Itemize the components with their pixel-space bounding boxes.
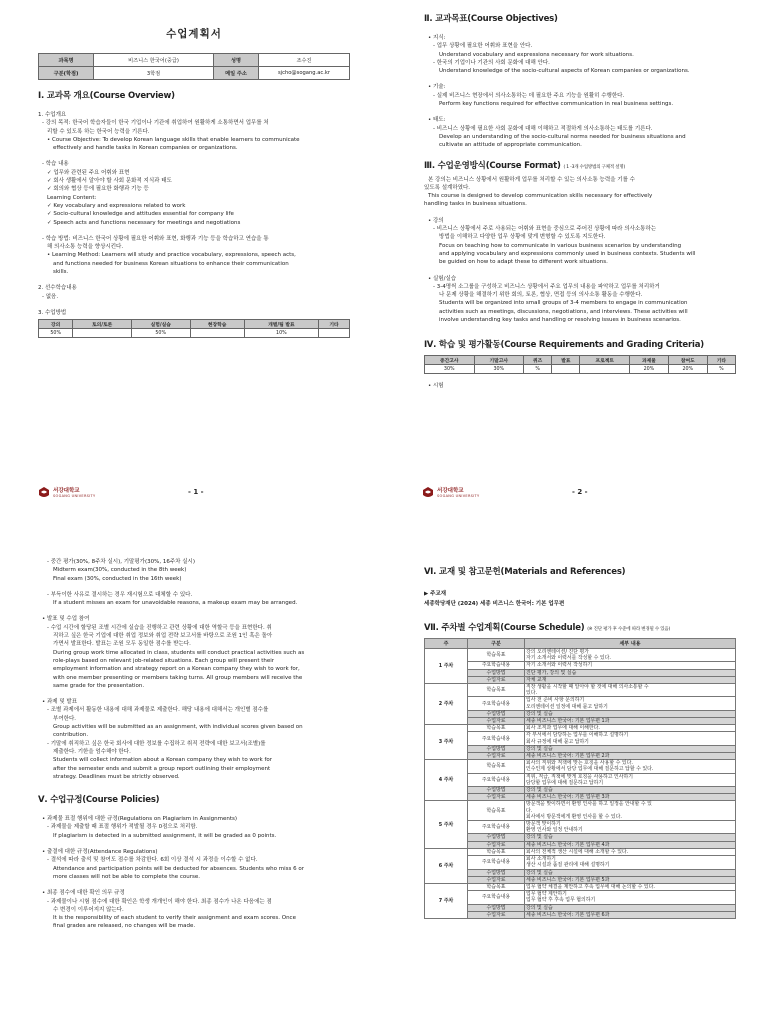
page-1 xyxy=(0,0,384,512)
text-line: Final exam (30%, conducted in the 16th week) xyxy=(53,575,182,582)
logo-english: SOGANG UNIVERSITY xyxy=(53,494,96,498)
text-line: - 학습 내용 xyxy=(42,161,69,168)
textbook-label: ▶ 주교재 xyxy=(424,591,447,597)
text-line: after the semester ends and submit a group report outlining their employment xyxy=(53,765,271,772)
grade-header: 중간고사 xyxy=(425,356,475,365)
schedule-row xyxy=(425,649,736,662)
text-line: and functions needed for business Korean situations to enhance their communication xyxy=(53,260,289,267)
text-line: cultivate an attitude of appropriate communication. xyxy=(439,142,582,149)
text-line: - 수업 시간에 할당된 조별 시간에 실습을 진행하고 관련 상황에 대한 역할극 등을 표현한다. 취 xyxy=(47,624,272,631)
course-label: 과목명 xyxy=(39,54,94,67)
section-7-note: (※ 진단 평가 후 수준에 따라 변경될 수 있음) xyxy=(587,627,671,632)
row-category: 수업방법 xyxy=(468,669,525,676)
section-4-title: Ⅳ. 학습 및 평가활동(Course Requirements and Grading Criteria) xyxy=(424,340,704,351)
grade-value: 20% xyxy=(629,365,668,374)
schedule-row xyxy=(425,821,736,834)
schedule-row xyxy=(425,676,736,683)
logo-english: SOGANG UNIVERSITY xyxy=(437,494,480,498)
row-content: 강의 및 실습 xyxy=(525,745,736,752)
section-2-title: Ⅱ. 교과목표(Course Objectives) xyxy=(424,14,558,24)
text-line: ✓ Speech acts and functions necessary for meetings and negotiations xyxy=(47,219,241,226)
text-line: If a student misses an exam for unavoidable reasons, a makeup exam may be arranged. xyxy=(53,600,298,607)
grade-value xyxy=(580,365,630,374)
row-category: 수업방법 xyxy=(468,710,525,717)
text-line: activities such as meetings, discussions, negotiations, and interviews. These activities will xyxy=(439,308,688,315)
page-number: - 2 - xyxy=(572,488,588,496)
week-label: 3 주차 xyxy=(425,725,468,760)
row-content: 진단 평가, 강의 및 실습 xyxy=(525,669,736,676)
row-category: 수업자료 xyxy=(468,676,525,683)
text-line: ✓ 업무와 관련된 주요 어휘와 표현 xyxy=(47,169,130,176)
grade-value: 30% xyxy=(425,365,475,374)
schedule-row xyxy=(425,710,736,717)
row-category: 주요학습내용 xyxy=(468,856,525,869)
row-category: 학습목표 xyxy=(468,801,525,821)
schedule-row xyxy=(425,684,736,697)
week-label: 5 주차 xyxy=(425,801,468,848)
text-line: 1. 수업개요 xyxy=(38,112,67,118)
sogang-emblem-icon xyxy=(422,486,434,500)
text-line: final grades are released, no changes will be made. xyxy=(53,923,196,930)
schedule-row xyxy=(425,794,736,801)
text-line: Attendance and participation points will be deducted for absences. Students who miss 6 or xyxy=(53,865,304,872)
text-line: employment information and strategy report on a Korean company they wish to work for, xyxy=(53,666,300,673)
grade-value: % xyxy=(524,365,552,374)
text-line: handling tasks in business situations. xyxy=(424,201,527,208)
week-label: 7 주차 xyxy=(425,883,468,918)
text-line: - 조별 과제에서 활동한 내용에 대해 과제물로 제출한다. 해당 내용에 대해서는 개인별 점수를 xyxy=(47,707,269,714)
university-logo xyxy=(422,486,479,500)
text-line: • 태도: xyxy=(428,117,446,124)
grade-value: 20% xyxy=(668,365,707,374)
schedule-row xyxy=(425,841,736,848)
row-content: 세종 비즈니스 한국어: 기본 업무편 2과 xyxy=(525,753,736,760)
text-line: Students will collect information about a Korean company they wish to work for xyxy=(53,757,273,764)
document-title: 수업계획서 xyxy=(166,28,222,40)
grade-value xyxy=(552,365,580,374)
text-line: ✓ Key vocabulary and expressions related to work xyxy=(47,202,186,209)
schedule-header: 세부 내용 xyxy=(525,639,736,649)
grade-value: 30% xyxy=(474,365,524,374)
schedule-row xyxy=(425,834,736,841)
row-category: 수업자료 xyxy=(468,911,525,918)
schedule-row xyxy=(425,856,736,869)
row-category: 수업방법 xyxy=(468,834,525,841)
text-line: This course is designed to develop communication skills necessary for effectively xyxy=(428,193,653,200)
text-line: contribution. xyxy=(53,732,89,739)
row-content: 강의 및 실습 xyxy=(525,904,736,911)
row-content: 회사의 전체적 생산 시설에 대해 소개할 수 있다. xyxy=(525,848,736,855)
university-logo xyxy=(38,486,95,500)
text-line: • 강의 xyxy=(428,217,444,224)
text-line: If plagiarism is detected in a submitted assignment, it will be graded as 0 points. xyxy=(53,832,277,839)
grade-header: 퀴즈 xyxy=(524,356,552,365)
text-line: - 학습 방법: 비즈니스 한국어 상황에 필요한 어휘와 표현, 화행과 기능 등을 학습하고 연습을 통 xyxy=(42,235,269,242)
text-line: Group activities will be submitted as an assignment, with individual scores given based on xyxy=(53,724,303,731)
page-2 xyxy=(384,0,768,512)
text-line: - 기말에 취직하고 싶은 한국 회사에 대한 정보를 수집하고 취직 전략에 대한 보고서(조별)를 xyxy=(47,740,266,747)
row-category: 학습목표 xyxy=(468,760,525,773)
text-line: Focus on teaching how to communicate in various business scenarios by understanding xyxy=(439,242,682,249)
text-line: involve understanding key tasks and handling or resolving issues in business scenarios. xyxy=(439,317,681,324)
method-header: 토의/토론 xyxy=(73,320,132,329)
row-category: 수업자료 xyxy=(468,794,525,801)
text-line: 리할 수 있도록 하는 한국어 능력을 기른다. xyxy=(47,128,150,135)
text-line: 수 변경이 이루어지지 않는다. xyxy=(53,906,124,913)
schedule-row xyxy=(425,760,736,773)
method-value xyxy=(190,329,244,338)
row-content: 강의 오리엔테이션/ 진단 평가 자기 소개서와 이력서를 작성할 수 있다. xyxy=(525,649,736,662)
text-line: 나 문제 상황을 해결하기 위한 회의, 토론, 협상, 면접 등의 의사소통 활동을 수행한다. xyxy=(439,292,643,299)
method-value xyxy=(319,329,350,338)
method-value: 50% xyxy=(131,329,190,338)
text-line: ✓ 회사 생활에서 알아야 할 사회 문화적 지식과 태도 xyxy=(47,178,172,185)
text-line: ✓ 회의와 협상 등에 필요한 화행과 기능 등 xyxy=(47,186,149,193)
text-line: with one member presenting or members taking turns. All group members will receive the xyxy=(53,674,303,681)
schedule-row xyxy=(425,876,736,883)
text-line: role-plays based on relevant job-related situations. Each group will present their xyxy=(53,657,275,664)
row-category: 수업방법 xyxy=(468,904,525,911)
schedule-row xyxy=(425,669,736,676)
grade-header: 과제물 xyxy=(629,356,668,365)
schedule-row xyxy=(425,732,736,745)
page-footer xyxy=(38,486,350,508)
row-category: 수업방법 xyxy=(468,745,525,752)
type-label: 구분(학점) xyxy=(39,67,94,80)
row-category: 주요학습내용 xyxy=(468,697,525,710)
section-1-title: Ⅰ. 교과목 개요(Course Overview) xyxy=(38,91,175,101)
text-line: Develop an understanding of the socio-cultural norms needed for business situations and xyxy=(439,133,686,140)
section-6-title: Ⅵ. 교재 및 참고문헌(Materials and References) xyxy=(424,567,626,577)
course-value: 비즈니스 한국어(중급) xyxy=(94,54,214,67)
row-category: 학습목표 xyxy=(468,883,525,890)
text-line: and applying vocabulary and expressions commonly used in business contexts. Students will xyxy=(439,250,696,257)
row-content: 회사의 직위와 직책에 맞는 호칭을 사용할 수 있다. 인수인계 상황에서 담당 업무에 대해 질문하고 답할 수 있다. xyxy=(525,760,736,773)
schedule-row xyxy=(425,848,736,855)
name-value: 조수진 xyxy=(259,54,350,67)
text-line: Students will be organized into small groups of 3-4 members to engage in communication xyxy=(439,300,688,307)
row-content: 직장 생활을 시작할 때 알아야 할 것에 대해 의사소통할 수 있다. xyxy=(525,684,736,697)
row-content: 세종 비즈니스 한국어: 기본 업무편 3과 xyxy=(525,794,736,801)
grading-table xyxy=(424,355,736,374)
schedule-header: 구분 xyxy=(468,639,525,649)
text-line: • 실험/실습 xyxy=(428,275,457,282)
row-category: 주요학습내용 xyxy=(468,732,525,745)
row-category: 주요학습내용 xyxy=(468,773,525,786)
row-content: 강의 및 실습 xyxy=(525,834,736,841)
textbook-value: 세종학당재단 (2024) 세종 비즈니스 한국어: 기본 업무편 xyxy=(424,601,565,607)
method-header: 개별/팀 발표 xyxy=(244,320,318,329)
logo-korean: 서강대학교 xyxy=(437,488,464,494)
row-category: 수업방법 xyxy=(468,787,525,794)
text-line: Midterm exam(30%, conducted in the 8th week) xyxy=(53,567,187,574)
text-line: be guided on how to adapt these to different work situations. xyxy=(439,259,608,266)
row-content: 회사 조직과 업무에 대해 이해한다. xyxy=(525,725,736,732)
page-footer xyxy=(422,486,734,508)
text-line: - 실제 비즈니스 현장에서 의사소통하는 데 필요한 주요 기능을 원활히 수행한다. xyxy=(433,92,625,99)
method-header: 현장학습 xyxy=(190,320,244,329)
text-line: 있도록 설계하였다. xyxy=(424,184,471,191)
schedule-row xyxy=(425,891,736,904)
logo-korean: 서강대학교 xyxy=(53,488,80,494)
row-category: 학습목표 xyxy=(468,848,525,855)
text-line: • 출결에 대한 규정(Attendance Regulations) xyxy=(42,849,158,856)
text-line: • 과제 및 발표 xyxy=(42,699,78,706)
text-line: • 기술: xyxy=(428,84,446,91)
row-content: 입사 전 준비 사항 문의하기 오리엔테이션 일정에 대해 묻고 답하기 xyxy=(525,697,736,710)
method-value: 50% xyxy=(39,329,73,338)
email-value: sjcho@sogang.ac.kr xyxy=(259,67,350,80)
section-3-title xyxy=(424,159,736,171)
row-content: 자기 소개서와 이력서 작성하기 xyxy=(525,662,736,669)
grade-header: 기말고사 xyxy=(474,356,524,365)
text-line: 해 의사소통 능력을 향상시킨다. xyxy=(47,244,124,251)
schedule-row xyxy=(425,725,736,732)
grade-header: 발표 xyxy=(552,356,580,365)
text-line: 본 강의는 비즈니스 상황에서 원활하게 업무를 처리할 수 있는 의사소통 능력을 기를 수 xyxy=(428,176,635,183)
page-4 xyxy=(384,512,768,1024)
text-line: ✓ Socio-cultural knowledge and attitudes essential for company life xyxy=(47,211,234,218)
page-3 xyxy=(0,512,384,1024)
text-line: - 부득이한 사유로 결시하는 경우 재시험으로 대체할 수 있다. xyxy=(47,591,193,598)
row-category: 학습목표 xyxy=(468,725,525,732)
text-line: strategy. Deadlines must be strictly observed. xyxy=(53,773,180,780)
row-category: 수업자료 xyxy=(468,753,525,760)
schedule-row xyxy=(425,718,736,725)
text-line: • 과제물 표절 행위에 대한 규정(Regulations on Plagiarism in Assignments) xyxy=(42,816,237,823)
method-header: 실험/실습 xyxy=(131,320,190,329)
text-line: - 업무 상황에 필요한 어휘와 표현을 안다. xyxy=(433,43,533,50)
section-3-heading: Ⅲ. 수업운영방식(Course Format) xyxy=(424,160,561,171)
text-line: effectively and handle tasks in Korean companies or organizations. xyxy=(53,145,238,152)
grade-header: 참여도 xyxy=(668,356,707,365)
section-7-title xyxy=(424,621,736,633)
text-line: • 시험 xyxy=(428,383,444,390)
method-value xyxy=(73,329,132,338)
row-content: 강의 및 실습 xyxy=(525,869,736,876)
text-line: - 결석에 따라 출석 및 참여도 점수를 차감한다. 6회 이상 결석 시 과정을 이수할 수 없다. xyxy=(47,857,258,864)
row-content: 업무 협약 체결을 제안하고 후속 업무에 대해 논의할 수 있다. xyxy=(525,883,736,890)
row-content: 강의 및 실습 xyxy=(525,787,736,794)
text-line: - 과제물을 제출할 때 표절 행위가 적발될 경우 0점으로 처리함. xyxy=(47,824,198,831)
schedule-row xyxy=(425,911,736,918)
week-label: 6 주차 xyxy=(425,848,468,883)
schedule-row xyxy=(425,773,736,786)
schedule-row xyxy=(425,662,736,669)
course-info-table xyxy=(38,53,350,80)
schedule-row xyxy=(425,883,736,890)
text-line: 3. 수업방법 xyxy=(38,309,67,316)
text-line: - 비즈니스 상황에 필요한 사회 문화에 대해 이해하고 적절하게 의사소통하는 태도를 기른다. xyxy=(433,125,653,132)
row-content: 방문객 맞이하기 환영 인사와 일정 안내하기 xyxy=(525,821,736,834)
text-line: • Learning Method: Learners will study and practice vocabulary, expressions, speech acts, xyxy=(47,252,296,259)
text-line: skills. xyxy=(53,269,69,276)
schedule-table xyxy=(424,638,736,919)
grade-header: 프로젝트 xyxy=(580,356,630,365)
text-line: - 3-4명씩 소그룹을 구성하고 비즈니스 상황에서 주요 업무의 내용을 파악하고 업무를 처리하거 xyxy=(433,283,660,290)
method-table xyxy=(38,319,350,338)
grade-value: % xyxy=(707,365,735,374)
text-line: • 지식: xyxy=(428,35,446,41)
email-label: 메일 주소 xyxy=(214,67,259,80)
row-content: 자체 교재 xyxy=(525,676,736,683)
text-line: • 최종 점수에 대한 확인 의무 규정 xyxy=(42,890,125,897)
text-line: 직하고 싶은 한국 기업에 대한 취업 정보와 취업 전략 보고서를 바탕으로 조원 1인 혹은 돌아 xyxy=(53,633,273,640)
type-value: 3학점 xyxy=(94,67,214,80)
text-line: - 과제물이나 시험 점수에 대한 확인은 학생 개개인이 해야 한다. 최종 점수가 나온 다음에는 점 xyxy=(47,898,272,905)
week-label: 1 주차 xyxy=(425,649,468,684)
week-label: 4 주차 xyxy=(425,760,468,801)
row-category: 학습목표 xyxy=(468,649,525,662)
week-label: 2 주차 xyxy=(425,684,468,725)
schedule-row xyxy=(425,745,736,752)
text-line: - 한국의 기업이나 기관의 사회 문화에 대해 안다. xyxy=(433,59,550,66)
row-category: 주요학습내용 xyxy=(468,821,525,834)
grade-header: 기타 xyxy=(707,356,735,365)
row-content: 강의 및 실습 xyxy=(525,710,736,717)
text-line: 가면서 발표한다. 발표는 조원 모두 동일한 점수를 받는다. xyxy=(53,641,191,648)
text-line: Understand knowledge of the socio-cultural aspects of Korean companies or organizations. xyxy=(439,68,690,75)
row-content: 세종 비즈니스 한국어: 기본 업무편 6과 xyxy=(525,911,736,918)
section-5-title: Ⅴ. 수업규정(Course Policies) xyxy=(38,795,160,806)
row-category: 수업자료 xyxy=(468,876,525,883)
text-line: • Course Objective: To develop Korean language skills that enable learners to communicate xyxy=(47,136,300,143)
section-7-heading: Ⅶ. 주차별 수업계획(Course Schedule) xyxy=(424,623,585,633)
text-line: - 중간 평가(30%, 8주차 실시), 기말평가(30%, 16주차 실시) xyxy=(47,559,196,565)
row-content: 세종 비즈니스 한국어: 기본 업무편 4과 xyxy=(525,841,736,848)
row-category: 학습목표 xyxy=(468,684,525,697)
schedule-row xyxy=(425,697,736,710)
method-header: 강의 xyxy=(39,320,73,329)
text-line: • 발표 및 수업 참여 xyxy=(42,616,90,623)
text-line: It is the responsibility of each student to verify their assignment and exam scores. Once xyxy=(53,915,296,922)
text-line: - 강의 목적: 한국어 학습자들이 한국 기업이나 기관에 취업하여 원활하게 소통하면서 업무를 처 xyxy=(42,120,269,127)
text-line: 부여한다. xyxy=(53,715,77,722)
row-category: 주요학습내용 xyxy=(468,662,525,669)
text-line: 방법을 이해하고 다양한 업무 상황에 맞게 변형할 수 있도록 지도한다. xyxy=(439,234,606,241)
text-line: 2. 선수학습내용 xyxy=(38,285,77,292)
text-line: - 없음. xyxy=(42,293,59,300)
name-label: 성명 xyxy=(214,54,259,67)
row-category: 수업자료 xyxy=(468,841,525,848)
text-line: Perform key functions required for effective communication in real business settings. xyxy=(439,101,674,108)
schedule-row xyxy=(425,801,736,821)
method-value: 10% xyxy=(244,329,318,338)
row-content: 세종 비즈니스 한국어: 기본 업무편 5과 xyxy=(525,876,736,883)
schedule-header: 주 xyxy=(425,639,468,649)
text-line: Understand vocabulary and expressions necessary for work situations. xyxy=(439,51,634,58)
sogang-emblem-icon xyxy=(38,486,50,500)
row-category: 수업방법 xyxy=(468,869,525,876)
row-content: 방문객을 맞이하면서 환영 인사를 하고 일정을 안내할 수 있 다. 회사에서 방문객에게 환영 인사를 할 수 있다. xyxy=(525,801,736,821)
method-header: 기타 xyxy=(319,320,350,329)
schedule-row xyxy=(425,904,736,911)
row-content: 직위, 직급, 직책에 맞게 호칭을 사용하고 인사하기 담당할 업무에 대해 질문하고 답하기 xyxy=(525,773,736,786)
schedule-row xyxy=(425,787,736,794)
text-line: During group work time allocated in class, students will conduct practical activities such as xyxy=(53,649,305,656)
row-category: 수업자료 xyxy=(468,718,525,725)
row-content: 업무 협약 제안하기 업무 협약 후 후속 업무 협의하기 xyxy=(525,891,736,904)
text-line: more classes will not be able to complete the course. xyxy=(53,873,200,880)
row-content: 회사 소개하기 생산 시설과 품질 관리에 대해 설명하기 xyxy=(525,856,736,869)
row-category: 주요학습내용 xyxy=(468,891,525,904)
text-line: same grade for the presentation. xyxy=(53,682,145,689)
text-line: - 비즈니스 상황에서 주로 사용되는 어휘와 표현을 중심으로 주어진 상황에 따라 의사소통하는 xyxy=(433,226,657,233)
row-content: 각 부서에서 담당하는 업무를 이해하고 설명하기 회사 규정에 대해 묻고 답하기 xyxy=(525,732,736,745)
text-line: Learning Content: xyxy=(47,194,97,201)
section-3-note: ( 1 -3개 수업방법의 구체적 설명) xyxy=(563,164,626,170)
page-number: - 1 - xyxy=(188,488,204,496)
row-content: 세종 비즈니스 한국어: 기본 업무편 1과 xyxy=(525,718,736,725)
text-line: 제출한다. 기한을 엄수해야 한다. xyxy=(53,748,131,755)
schedule-row xyxy=(425,869,736,876)
schedule-row xyxy=(425,753,736,760)
